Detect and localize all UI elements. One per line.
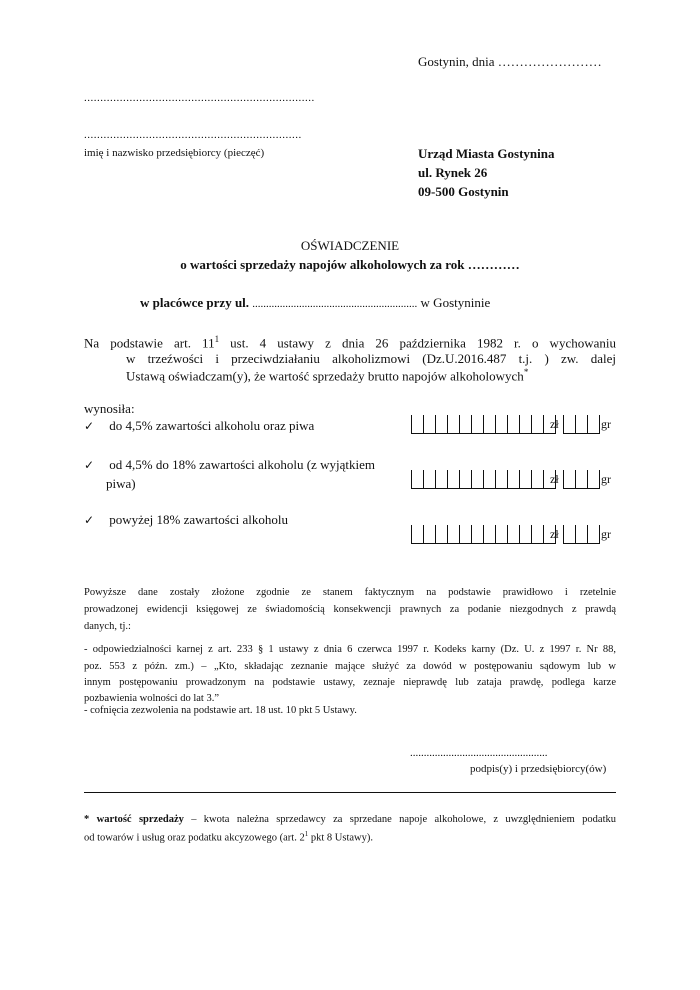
signature-caption: podpis(y) i przedsiębiorcy(ów) bbox=[470, 763, 607, 775]
checkmark-icon: ✓ bbox=[84, 458, 95, 472]
location-dots: ............................................................ bbox=[252, 298, 418, 310]
amount-zl-boxes-3[interactable] bbox=[411, 525, 556, 544]
document-subtitle-text: o wartości sprzedaży napojów alkoholowych za rok ………… bbox=[180, 257, 520, 272]
intro-line-1-post: ust. 4 ustawy z dnia 26 października 1982 r. o wychowaniu bbox=[219, 335, 616, 351]
recipient-line-1: Urząd Miasta Gostynina bbox=[418, 146, 555, 161]
declaration-line-1: Powyższe dane zostały złożone zgodnie ze stanem faktycznym na podstawie prawidłowo i rzetelnie bbox=[84, 587, 616, 598]
location-suffix: w Gostyninie bbox=[420, 295, 491, 310]
intro-line-1 bbox=[84, 334, 616, 351]
amount-gr-boxes-1[interactable] bbox=[563, 415, 600, 434]
declaration-bullet-1-line-4: pozbawienia wolności do lat 3.” bbox=[84, 693, 220, 704]
amount-zl-boxes-2[interactable] bbox=[411, 470, 556, 489]
amount-gr-boxes-3[interactable] bbox=[563, 525, 600, 544]
intro-line-3 bbox=[126, 367, 528, 384]
footnote-line-2 bbox=[84, 826, 373, 847]
amount-zl-boxes-1[interactable] bbox=[411, 415, 556, 434]
signature-line: .................................................. bbox=[410, 747, 548, 759]
entrepreneur-name-line-2: ................................................................... bbox=[84, 129, 302, 141]
footnote-term: wartość sprzedaży bbox=[96, 814, 184, 825]
intro-line-3-text: Ustawą oświadczam(y), że wartość sprzedaży brutto napojów alkoholowych bbox=[126, 368, 524, 384]
unit-zl-3: zł bbox=[550, 527, 559, 541]
item-1-label: do 4,5% zawartości alkoholu oraz piwa bbox=[109, 418, 315, 433]
document-title: OŚWIADCZENIE bbox=[300, 238, 400, 253]
intro-line-2: w trzeźwości i przeciwdziałaniu alkoholizmowi (Dz.U.2016.487 t.j. ) zw. dalej bbox=[126, 351, 616, 366]
intro-line-3-sup: * bbox=[523, 367, 529, 377]
declaration-bullet-1-line-1: - odpowiedzialności karnej z art. 233 § 1 ustawy z dnia 6 czerwca 1997 r. Kodeks karny (Dz. U. z 1997 r. Nr 88, bbox=[84, 644, 616, 655]
unit-zl-2: zł bbox=[550, 472, 559, 486]
declaration-bullet-1-line-2: poz. 553 z późn. zm.) – „Kto, składając zeznanie mające służyć za dowód w postępowaniu sądowym lub w bbox=[84, 661, 616, 672]
unit-zl-1: zł bbox=[550, 417, 559, 431]
checkmark-icon: ✓ bbox=[84, 419, 95, 433]
footnote-divider bbox=[84, 792, 616, 793]
place-and-date: Gostynin, dnia …………………… bbox=[418, 54, 602, 69]
unit-gr-2: gr bbox=[601, 472, 611, 486]
declaration-bullet-1-line-3: innym postępowaniu prowadzonym na podstawie ustawy, zeznaje nieprawdę lub zataja prawdę, podlega karze bbox=[84, 677, 616, 688]
unit-gr-1: gr bbox=[601, 417, 611, 431]
intro-line-1-sup: 1 bbox=[214, 334, 220, 344]
item-2 bbox=[84, 457, 375, 473]
entrepreneur-name-line-1: ....................................................................... bbox=[84, 92, 315, 104]
declaration-bullet-2: - cofnięcia zezwolenia na podstawie art. 18 ust. 10 pkt 5 Ustawy. bbox=[84, 705, 357, 716]
intro-line-1-pre: Na podstawie art. 11 bbox=[84, 335, 215, 351]
footnote-line-2-pre: od towarów i usług oraz podatku akcyzowego (art. 2 bbox=[84, 832, 305, 844]
item-3 bbox=[84, 512, 288, 528]
location-label: w placówce przy ul. bbox=[140, 295, 250, 310]
recipient-line-2: ul. Rynek 26 bbox=[418, 165, 488, 180]
item-3-label: powyżej 18% zawartości alkoholu bbox=[109, 512, 288, 527]
checkmark-icon: ✓ bbox=[84, 513, 95, 527]
document-subtitle bbox=[0, 257, 700, 273]
footnote-star: * bbox=[84, 814, 90, 825]
wynosila-label: wynosiła: bbox=[84, 401, 135, 416]
location-line bbox=[140, 295, 490, 311]
footnote-line-2-sup: 1 bbox=[304, 830, 309, 838]
item-2-label: od 4,5% do 18% zawartości alkoholu (z wyjątkiem bbox=[109, 457, 375, 472]
amount-gr-boxes-2[interactable] bbox=[563, 470, 600, 489]
footnote-line-1-rest: – kwota należna sprzedawcy za sprzedane napoje alkoholowe, z uwzględnieniem podatku bbox=[183, 814, 616, 825]
footnote-line-2-post: pkt 8 Ustawy). bbox=[308, 832, 373, 844]
recipient-line-3: 09-500 Gostynin bbox=[418, 184, 509, 199]
item-1 bbox=[84, 418, 314, 434]
item-2-label-cont: piwa) bbox=[106, 476, 136, 491]
declaration-line-3: danych, tj.: bbox=[84, 621, 131, 632]
declaration-line-2: prowadzonej ewidencji księgowej ze świadomością konsekwencji prawnych za podanie niezgodnych z prawdą bbox=[84, 604, 616, 615]
entrepreneur-name-caption: imię i nazwisko przedsiębiorcy (pieczęć) bbox=[84, 147, 265, 159]
unit-gr-3: gr bbox=[601, 527, 611, 541]
